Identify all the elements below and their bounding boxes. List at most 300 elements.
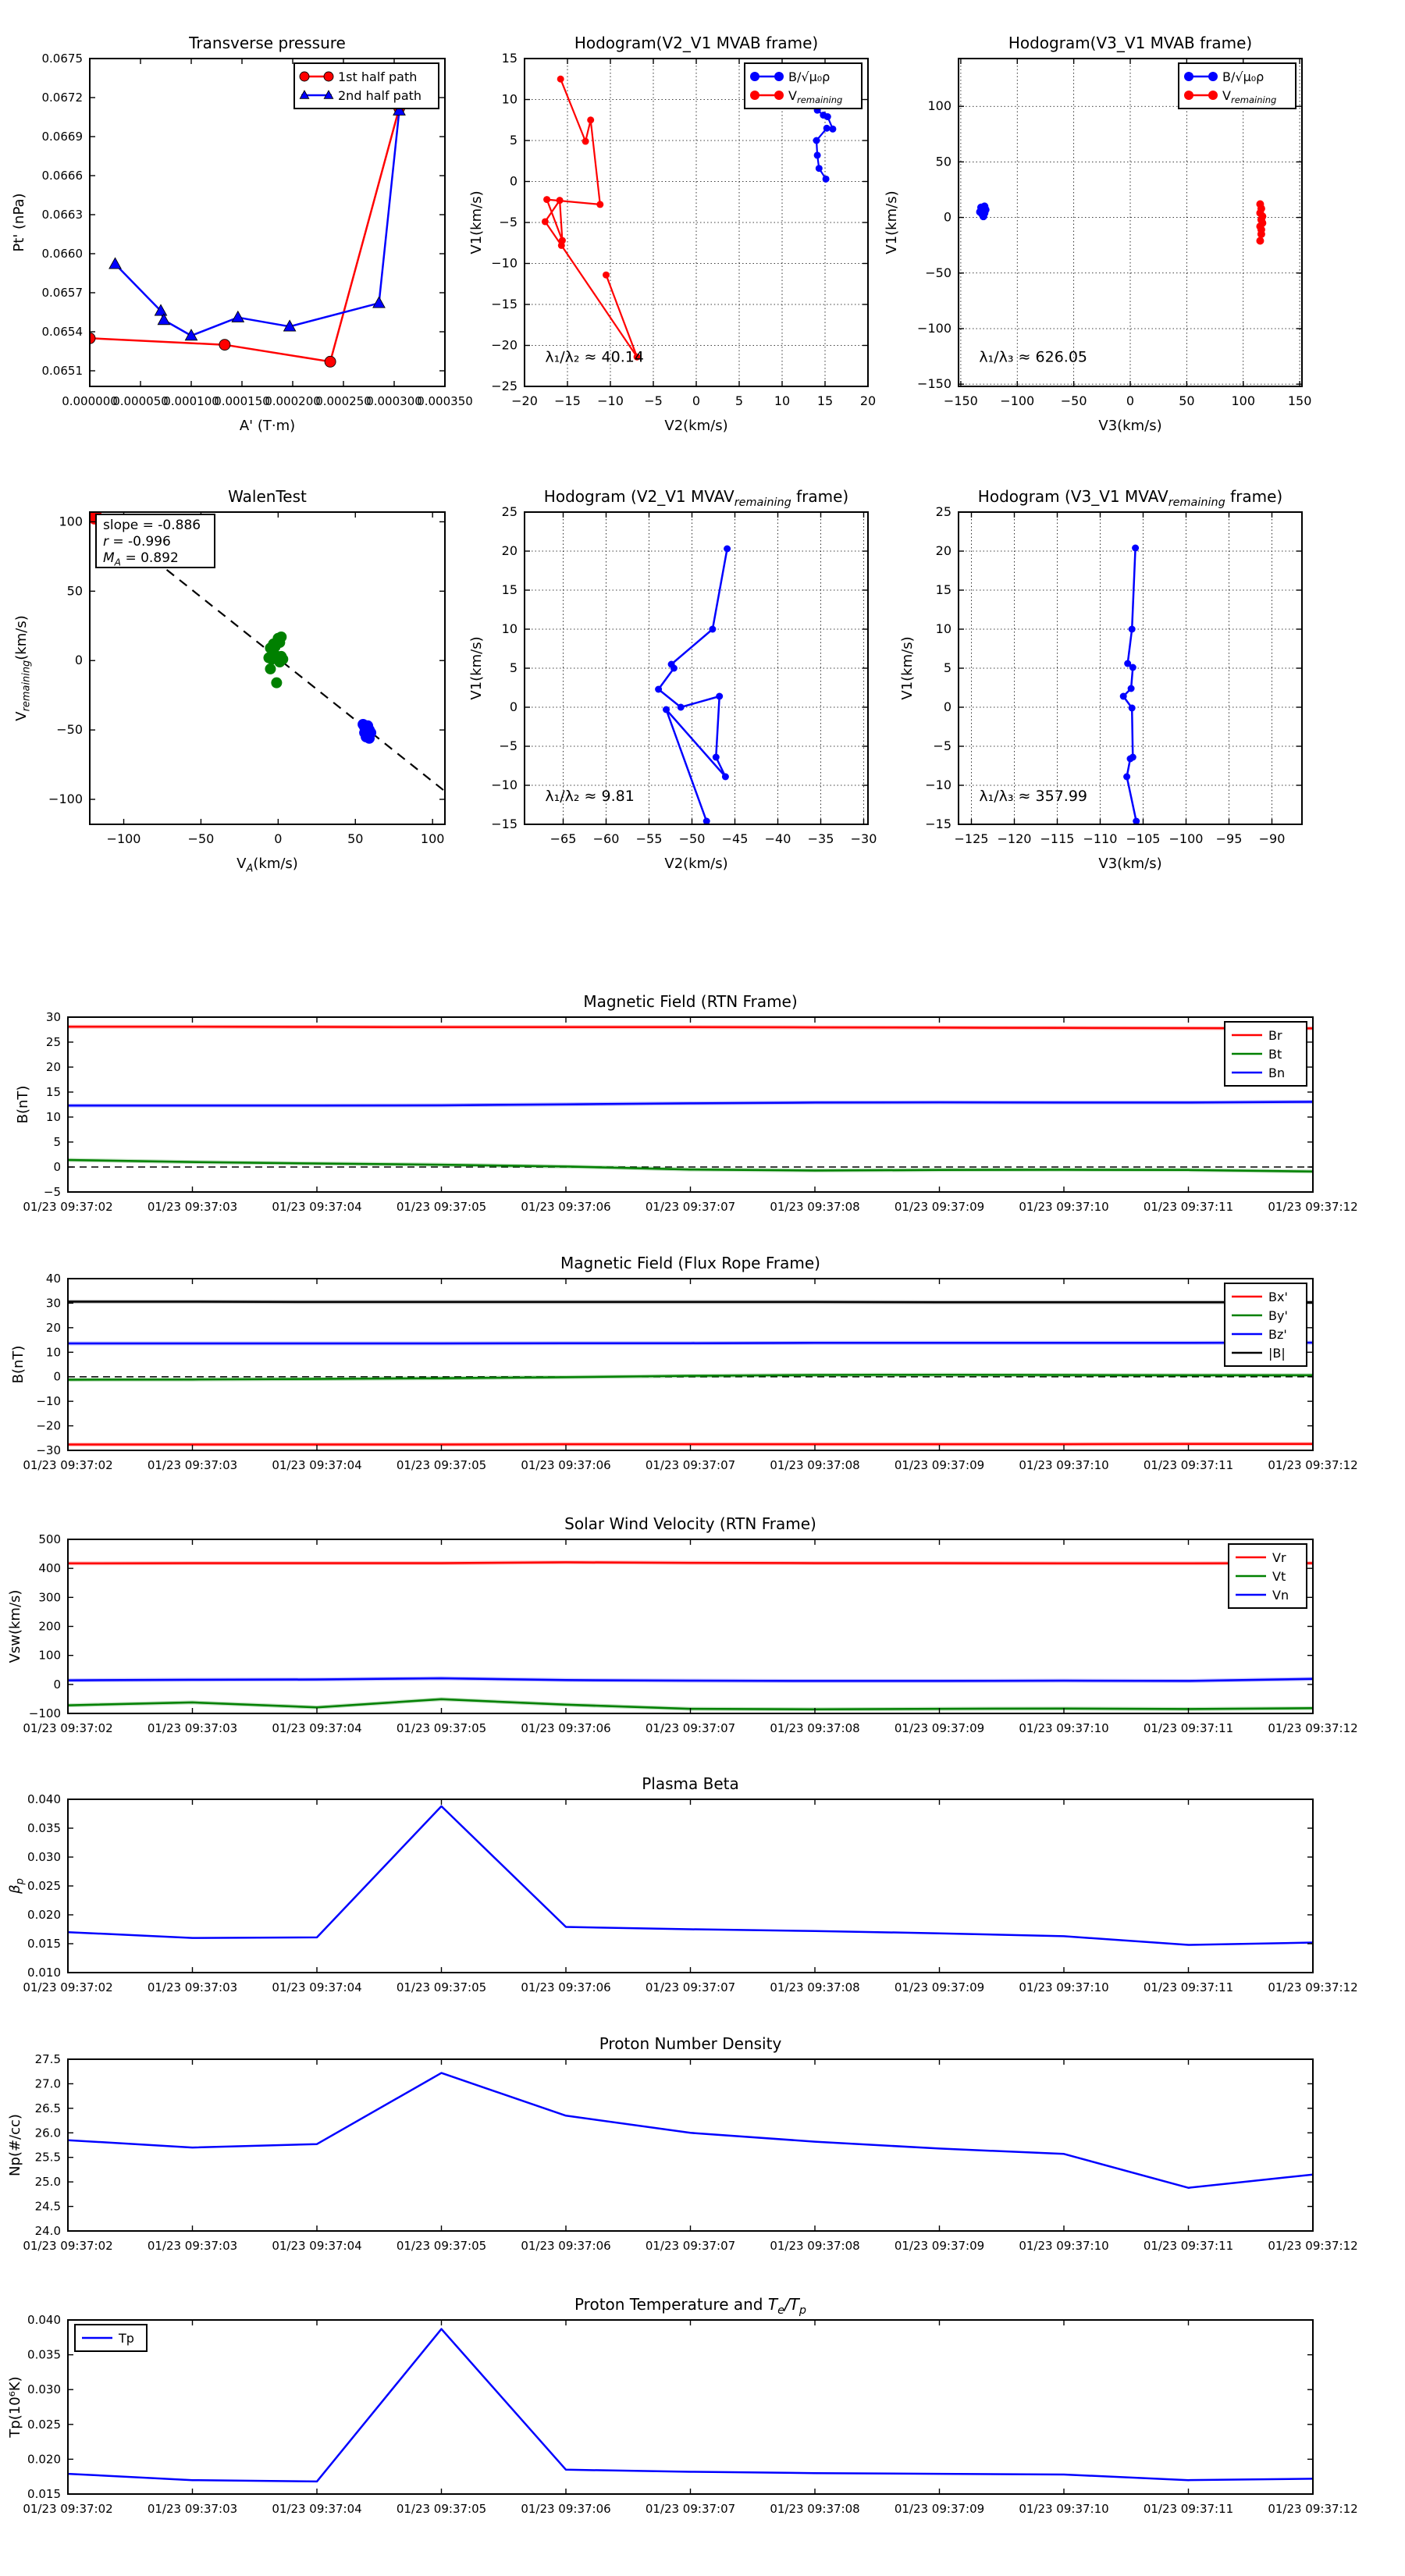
lambda-annotation: λ₁/λ₂ ≈ 40.14: [545, 348, 644, 366]
series-line-tp: [68, 2329, 1313, 2482]
y-tick-label: −150: [917, 376, 951, 392]
y-tick-label: 0.0666: [41, 169, 83, 183]
x-tick-label: 01/23 09:37:07: [645, 1980, 736, 1994]
dot-marker: [1123, 774, 1130, 781]
x-tick-label: 0.000100: [163, 394, 219, 408]
x-tick-label: −20: [511, 393, 538, 408]
series-line-vt: [68, 1699, 1313, 1710]
y-tick-label: −10: [925, 777, 951, 792]
chart-title: Hodogram (V3_V1 $MVAV_{remaining}$ frame): [977, 487, 1283, 509]
legend-label: Vn: [1272, 1588, 1289, 1603]
dot-marker: [829, 126, 836, 133]
x-tick-label: 01/23 09:37:10: [1019, 1458, 1109, 1472]
lambda-annotation: λ₁/λ₃ ≈ 626.05: [979, 348, 1088, 366]
dot-marker: [1208, 91, 1218, 100]
y-tick-label: 0.020: [27, 2452, 61, 2467]
dot-marker: [1184, 91, 1193, 100]
x-tick-label: −50: [1060, 393, 1087, 408]
x-tick-label: 01/23 09:37:08: [770, 1458, 860, 1472]
x-tick-label: −125: [954, 831, 989, 846]
y-tick-label: 0.030: [27, 1850, 61, 1864]
y-axis-label: V1(km/s): [468, 636, 485, 700]
y-tick-label: 10: [501, 91, 518, 107]
y-tick-label: 0.0675: [41, 52, 83, 66]
y-tick-label: 10: [45, 1110, 61, 1124]
y-tick-label: 5: [53, 1135, 61, 1149]
y-tick-label: 0.030: [27, 2382, 61, 2397]
x-tick-label: 01/23 09:37:08: [770, 2239, 860, 2253]
chart-solar-wind-velocity: [7, 1514, 1358, 1735]
y-tick-label: 25: [501, 504, 518, 519]
dot-marker: [1129, 664, 1136, 671]
series-line-2nd-half-path: [116, 111, 400, 336]
x-tick-label: 50: [1179, 393, 1195, 408]
y-tick-label: −50: [56, 722, 83, 738]
y-tick-label: 0.040: [27, 1792, 61, 1806]
dot-marker: [542, 218, 549, 225]
y-tick-label: 500: [38, 1532, 61, 1546]
x-tick-label: 01/23 09:37:04: [272, 1980, 362, 1994]
x-tick-label: 01/23 09:37:04: [272, 2502, 362, 2516]
legend-label: Bn: [1268, 1066, 1286, 1080]
y-axis-label: V1(km/s): [884, 190, 900, 254]
x-tick-label: 100: [1231, 393, 1256, 408]
y-tick-label: 0.015: [27, 2487, 61, 2501]
chart-transverse-pressure: [11, 34, 473, 434]
y-tick-label: 0: [74, 653, 83, 668]
dot-marker: [587, 116, 594, 123]
chart-hodogram-v2v1-mvav: [468, 487, 877, 872]
x-tick-label: 01/23 09:37:11: [1143, 1980, 1234, 1994]
x-tick-label: 01/23 09:37:07: [645, 2239, 736, 2253]
x-tick-label: 01/23 09:37:05: [396, 1458, 487, 1472]
x-tick-label: 01/23 09:37:03: [147, 2239, 238, 2253]
y-tick-label: 100: [59, 514, 83, 529]
x-tick-label: 01/23 09:37:11: [1143, 1200, 1234, 1214]
y-tick-label: 0.040: [27, 2313, 61, 2327]
dot-marker: [1208, 72, 1218, 81]
x-tick-label: 01/23 09:37:04: [272, 1721, 362, 1735]
y-tick-label: −100: [917, 320, 951, 336]
y-tick-label: 27.0: [34, 2076, 61, 2091]
x-tick-label: −15: [554, 393, 581, 408]
y-tick-label: 0: [943, 699, 951, 714]
x-tick-label: −55: [635, 831, 663, 846]
y-tick-label: −5: [933, 738, 951, 753]
y-tick-label: 15: [501, 51, 518, 66]
y-tick-label: 0.025: [27, 1879, 61, 1893]
chart-walen-test: [13, 487, 445, 875]
x-tick-label: −105: [1126, 831, 1161, 846]
dot-marker: [557, 76, 564, 83]
x-tick-label: 0.000350: [417, 394, 473, 408]
y-tick-label: −25: [491, 379, 518, 393]
circle-marker: [219, 340, 230, 350]
y-tick-label: −5: [499, 215, 518, 229]
dot-marker: [750, 72, 759, 81]
x-tick-label: −30: [850, 831, 877, 846]
x-tick-label: 01/23 09:37:09: [894, 1200, 985, 1214]
y-tick-label: 0.010: [27, 1966, 61, 1980]
x-tick-label: 0.000250: [315, 394, 372, 408]
series-line-v-remaining-hodogram: [1123, 548, 1136, 821]
x-tick-label: 01/23 09:37:03: [147, 2502, 238, 2516]
y-tick-label: 0.0663: [41, 208, 83, 222]
y-tick-label: 0.035: [27, 1821, 61, 1835]
chart-plasma-beta: [7, 1774, 1358, 1994]
x-tick-label: −100: [1000, 393, 1035, 408]
x-tick-label: −65: [550, 831, 577, 846]
dot-marker: [816, 165, 823, 172]
dot-marker: [1129, 705, 1136, 712]
y-tick-label: 20: [935, 543, 951, 558]
y-tick-label: 5: [509, 660, 518, 675]
dot-marker: [1257, 230, 1265, 238]
chart-mag-field-fluxrope-series: [68, 1302, 1313, 1445]
chart-transverse-pressure-series: [84, 102, 405, 367]
series-line-beta-p: [68, 1806, 1313, 1945]
x-tick-label: 01/23 09:37:10: [1019, 2239, 1109, 2253]
chart-title: Hodogram(V3_V1 MVAB frame): [1008, 34, 1253, 52]
x-tick-label: 01/23 09:37:05: [396, 2239, 487, 2253]
y-tick-label: −15: [491, 297, 518, 311]
x-tick-label: 01/23 09:37:02: [23, 1721, 113, 1735]
x-tick-label: 01/23 09:37:09: [894, 1980, 985, 1994]
chart-title: Magnetic Field (RTN Frame): [583, 992, 798, 1011]
y-tick-label: −20: [491, 337, 518, 353]
chart-mag-field-rtn-series: [68, 1026, 1313, 1172]
x-tick-label: 01/23 09:37:09: [894, 2502, 985, 2516]
x-tick-label: 01/23 09:37:08: [770, 2502, 860, 2516]
y-tick-label: 50: [935, 154, 951, 169]
legend-label: Bx': [1268, 1290, 1288, 1304]
y-axis-label: Tp(10⁶K): [7, 2376, 23, 2438]
y-tick-label: 20: [501, 543, 518, 558]
y-tick-label: 25.0: [34, 2175, 61, 2190]
chart-hodogram-v3v1-mvav-series: [1120, 545, 1140, 825]
circle-marker: [300, 72, 309, 81]
y-tick-label: 5: [943, 660, 951, 675]
y-tick-label: 26.0: [34, 2126, 61, 2140]
x-axis-label: V2(km/s): [664, 418, 728, 434]
dot-marker: [716, 693, 723, 700]
chart-hodogram-v2v1-mvav-series: [655, 546, 731, 825]
stats-line: slope = -0.886: [103, 518, 201, 533]
legend-label: Bt: [1268, 1047, 1282, 1062]
dot-marker: [557, 197, 564, 204]
chart-mag-field-rtn: [15, 992, 1358, 1214]
x-tick-label: 0: [692, 393, 701, 408]
x-tick-label: 01/23 09:37:02: [23, 1200, 113, 1214]
y-tick-label: 10: [501, 621, 518, 636]
dot-marker: [709, 626, 716, 633]
x-tick-label: 01/23 09:37:07: [645, 1458, 736, 1472]
x-tick-label: −110: [1083, 831, 1118, 846]
chart-hodogram-v2v1-mvab: [468, 34, 876, 434]
x-tick-label: −35: [807, 831, 834, 846]
chart-title: Solar Wind Velocity (RTN Frame): [564, 1514, 816, 1533]
x-tick-label: 01/23 09:37:10: [1019, 2502, 1109, 2516]
x-tick-label: 01/23 09:37:03: [147, 1200, 238, 1214]
chart-hodogram-v3v1-mvab-series: [976, 201, 1267, 245]
axes-frame: [68, 1279, 1313, 1450]
y-tick-label: −100: [28, 1706, 61, 1720]
dot-marker: [1128, 685, 1135, 692]
x-tick-label: 01/23 09:37:05: [396, 1980, 487, 1994]
y-tick-label: 26.5: [34, 2101, 61, 2115]
lambda-annotation: λ₁/λ₃ ≈ 357.99: [979, 788, 1088, 805]
chart-hodogram-v3v1-mvav: [899, 487, 1302, 872]
legend-label: Tp: [119, 2331, 134, 2346]
y-axis-label: V1(km/s): [468, 190, 485, 254]
y-tick-label: −5: [43, 1185, 61, 1199]
y-tick-label: 20: [45, 1060, 61, 1074]
x-tick-label: 01/23 09:37:12: [1268, 1458, 1358, 1472]
circle-marker: [325, 356, 336, 367]
x-tick-label: −40: [764, 831, 791, 846]
stats-line: $M_A = 0.892$: [103, 550, 179, 568]
x-tick-label: −115: [1040, 831, 1075, 846]
y-tick-label: 10: [45, 1345, 61, 1360]
dot-marker: [271, 678, 282, 688]
x-tick-label: 01/23 09:37:09: [894, 1458, 985, 1472]
y-tick-label: −30: [36, 1443, 61, 1457]
legend-label: B/√μ₀ρ: [788, 69, 831, 84]
series-line-1st-half-path: [90, 108, 400, 361]
y-tick-label: 30: [45, 1296, 61, 1311]
y-tick-label: 24.5: [34, 2199, 61, 2214]
x-tick-label: 01/23 09:37:03: [147, 1980, 238, 1994]
y-tick-label: 25.5: [34, 2150, 61, 2165]
x-tick-label: −100: [1168, 831, 1204, 846]
x-tick-label: −90: [1258, 831, 1286, 846]
chart-title: Transverse pressure: [189, 34, 346, 52]
y-tick-label: 0: [53, 1160, 61, 1174]
y-tick-label: 0.0669: [41, 130, 83, 144]
chart-hodogram-v2v1-mvab-series: [542, 76, 837, 361]
x-tick-label: 100: [420, 831, 445, 846]
x-tick-label: 01/23 09:37:02: [23, 2239, 113, 2253]
x-tick-label: −45: [721, 831, 749, 846]
legend-label: $V_{remaining}$: [1222, 88, 1277, 105]
y-axis-label: Vsw(km/s): [7, 1589, 23, 1663]
y-tick-label: 0: [53, 1677, 61, 1692]
dot-marker: [823, 176, 830, 183]
y-tick-label: 0.025: [27, 2417, 61, 2432]
dot-marker: [265, 664, 276, 674]
x-tick-label: 01/23 09:37:02: [23, 1458, 113, 1472]
x-tick-label: 01/23 09:37:02: [23, 1980, 113, 1994]
dot-marker: [774, 91, 784, 100]
series-line-bx-: [68, 1444, 1313, 1445]
x-axis-label: V3(km/s): [1098, 418, 1162, 434]
dot-marker: [774, 72, 784, 81]
y-tick-label: 0.035: [27, 2347, 61, 2362]
y-tick-label: −20: [36, 1418, 61, 1433]
dot-marker: [603, 272, 610, 279]
y-tick-label: 10: [935, 621, 951, 636]
x-tick-label: 01/23 09:37:11: [1143, 1721, 1234, 1735]
x-tick-label: 01/23 09:37:02: [23, 2502, 113, 2516]
triangle-marker: [109, 258, 121, 269]
dot-marker: [678, 704, 685, 711]
legend-label: Br: [1268, 1028, 1282, 1043]
dot-marker: [582, 138, 589, 145]
y-tick-label: 0.0672: [41, 91, 83, 105]
x-tick-label: −5: [644, 393, 663, 408]
x-tick-label: 01/23 09:37:06: [521, 1458, 611, 1472]
dot-marker: [1129, 626, 1136, 633]
y-tick-label: −50: [925, 265, 951, 280]
series-line-np: [68, 2073, 1313, 2188]
y-axis-label: Np(#/cc): [7, 2114, 23, 2176]
y-tick-label: 40: [45, 1272, 61, 1286]
x-tick-label: 0.000050: [112, 394, 169, 408]
axes-frame: [68, 1539, 1313, 1713]
legend-label: 1st half path: [338, 69, 418, 84]
y-tick-label: −100: [48, 792, 83, 806]
y-tick-label: −15: [925, 817, 951, 831]
x-tick-label: 01/23 09:37:09: [894, 2239, 985, 2253]
x-tick-label: −60: [592, 831, 620, 846]
x-tick-label: 01/23 09:37:05: [396, 1200, 487, 1214]
x-tick-label: −100: [106, 831, 141, 846]
x-tick-label: 01/23 09:37:12: [1268, 2239, 1358, 2253]
chart-title: WalenTest: [228, 487, 307, 506]
x-tick-label: 01/23 09:37:06: [521, 1980, 611, 1994]
x-tick-label: 01/23 09:37:12: [1268, 2502, 1358, 2516]
axes-frame: [68, 2320, 1313, 2494]
y-tick-label: 27.5: [34, 2052, 61, 2066]
x-tick-label: 01/23 09:37:07: [645, 2502, 736, 2516]
y-tick-label: 15: [935, 582, 951, 597]
circle-marker: [324, 72, 333, 81]
x-tick-label: 0.000150: [214, 394, 270, 408]
chart-proton-number-density: [7, 2034, 1358, 2253]
dot-marker: [543, 196, 550, 203]
chart-title: Proton Number Density: [599, 2034, 782, 2053]
x-tick-label: 01/23 09:37:12: [1268, 1721, 1358, 1735]
y-tick-label: 15: [501, 582, 518, 597]
dot-marker: [824, 113, 831, 120]
dot-marker: [823, 125, 831, 132]
dot-marker: [558, 242, 565, 249]
x-tick-label: 20: [859, 393, 877, 408]
x-tick-label: 10: [774, 393, 791, 408]
y-tick-label: 400: [38, 1561, 61, 1576]
dot-marker: [1127, 756, 1134, 763]
x-tick-label: 01/23 09:37:05: [396, 2502, 487, 2516]
series-line-vr: [68, 1562, 1313, 1563]
dot-marker: [362, 726, 373, 737]
triangle-marker: [373, 297, 385, 308]
x-tick-label: 0.000200: [265, 394, 321, 408]
dot-marker: [1184, 72, 1193, 81]
x-tick-label: 01/23 09:37:04: [272, 1200, 362, 1214]
axes-frame: [68, 1799, 1313, 1973]
x-tick-label: 0.000300: [366, 394, 422, 408]
chart-solar-wind-velocity-series: [68, 1562, 1313, 1709]
x-axis-label: A' (T·m): [239, 418, 296, 434]
dot-marker: [722, 774, 729, 781]
legend-label: 2nd half path: [338, 88, 422, 103]
y-tick-label: 0.020: [27, 1908, 61, 1922]
y-tick-label: 0.0654: [41, 325, 83, 339]
x-axis-label: $V_A(km/s)$: [237, 856, 298, 875]
legend-label: B/√μ₀ρ: [1222, 69, 1264, 84]
legend-label: Vt: [1272, 1569, 1286, 1584]
y-axis-label: V1(km/s): [899, 636, 916, 700]
x-tick-label: 01/23 09:37:07: [645, 1200, 736, 1214]
x-tick-label: 01/23 09:37:06: [521, 1200, 611, 1214]
y-tick-label: −15: [491, 817, 518, 831]
chart-proton-temperature: [7, 2295, 1358, 2516]
x-tick-label: 01/23 09:37:11: [1143, 2502, 1234, 2516]
x-tick-label: 01/23 09:37:10: [1019, 1980, 1109, 1994]
series-line-v-remaining-hodogram: [659, 549, 727, 821]
chart-title: Plasma Beta: [642, 1774, 739, 1793]
chart-mag-field-fluxrope: [10, 1254, 1358, 1472]
legend-label: |B|: [1268, 1346, 1286, 1361]
chart-title: Hodogram(V2_V1 MVAB frame): [574, 34, 819, 52]
x-tick-label: 01/23 09:37:10: [1019, 1200, 1109, 1214]
y-axis-label: B(nT): [10, 1345, 27, 1384]
x-tick-label: 01/23 09:37:09: [894, 1721, 985, 1735]
y-tick-label: 30: [45, 1010, 61, 1024]
y-axis-label: $V_{remaining}(km/s)$: [13, 615, 33, 721]
y-tick-label: 0.0651: [41, 364, 83, 378]
x-tick-label: 15: [816, 393, 834, 408]
x-tick-label: 01/23 09:37:07: [645, 1721, 736, 1735]
x-tick-label: 01/23 09:37:08: [770, 1200, 860, 1214]
x-tick-label: 01/23 09:37:05: [396, 1721, 487, 1735]
dot-marker: [1120, 693, 1127, 700]
x-tick-label: 01/23 09:37:12: [1268, 1980, 1358, 1994]
x-tick-label: 50: [347, 831, 364, 846]
lambda-annotation: λ₁/λ₂ ≈ 9.81: [545, 788, 635, 805]
y-tick-label: 100: [38, 1648, 61, 1663]
x-tick-label: 01/23 09:37:04: [272, 2239, 362, 2253]
dot-marker: [663, 706, 670, 713]
y-axis-label: B(nT): [15, 1085, 31, 1124]
dot-marker: [1132, 545, 1139, 552]
x-tick-label: −95: [1215, 831, 1243, 846]
y-tick-label: 0: [943, 209, 951, 225]
chart-proton-temperature-series: [68, 2329, 1313, 2482]
y-tick-label: 0.015: [27, 1937, 61, 1951]
y-tick-label: 25: [935, 504, 951, 519]
y-axis-label: Pt' (nPa): [11, 193, 27, 252]
chart-plasma-beta-series: [68, 1806, 1313, 1945]
y-tick-label: −5: [499, 738, 518, 753]
chart-title: Proton Temperature and $T_e/T_p$: [574, 2295, 807, 2317]
x-tick-label: −50: [187, 831, 215, 846]
chart-title: Magnetic Field (Flux Rope Frame): [560, 1254, 820, 1272]
dot-marker: [274, 656, 285, 667]
chart-proton-number-density-series: [68, 2073, 1313, 2188]
x-tick-label: 5: [735, 393, 744, 408]
series-line--b-: [68, 1302, 1313, 1303]
y-tick-label: 15: [45, 1085, 61, 1099]
x-tick-label: 01/23 09:37:08: [770, 1721, 860, 1735]
legend-label: By': [1268, 1308, 1288, 1323]
x-tick-label: 01/23 09:37:06: [521, 2239, 611, 2253]
y-tick-label: 0: [509, 173, 518, 189]
x-tick-label: 01/23 09:37:04: [272, 1458, 362, 1472]
y-tick-label: 5: [509, 133, 518, 148]
y-tick-label: 24.0: [34, 2224, 61, 2238]
x-axis-label: V2(km/s): [664, 856, 728, 872]
